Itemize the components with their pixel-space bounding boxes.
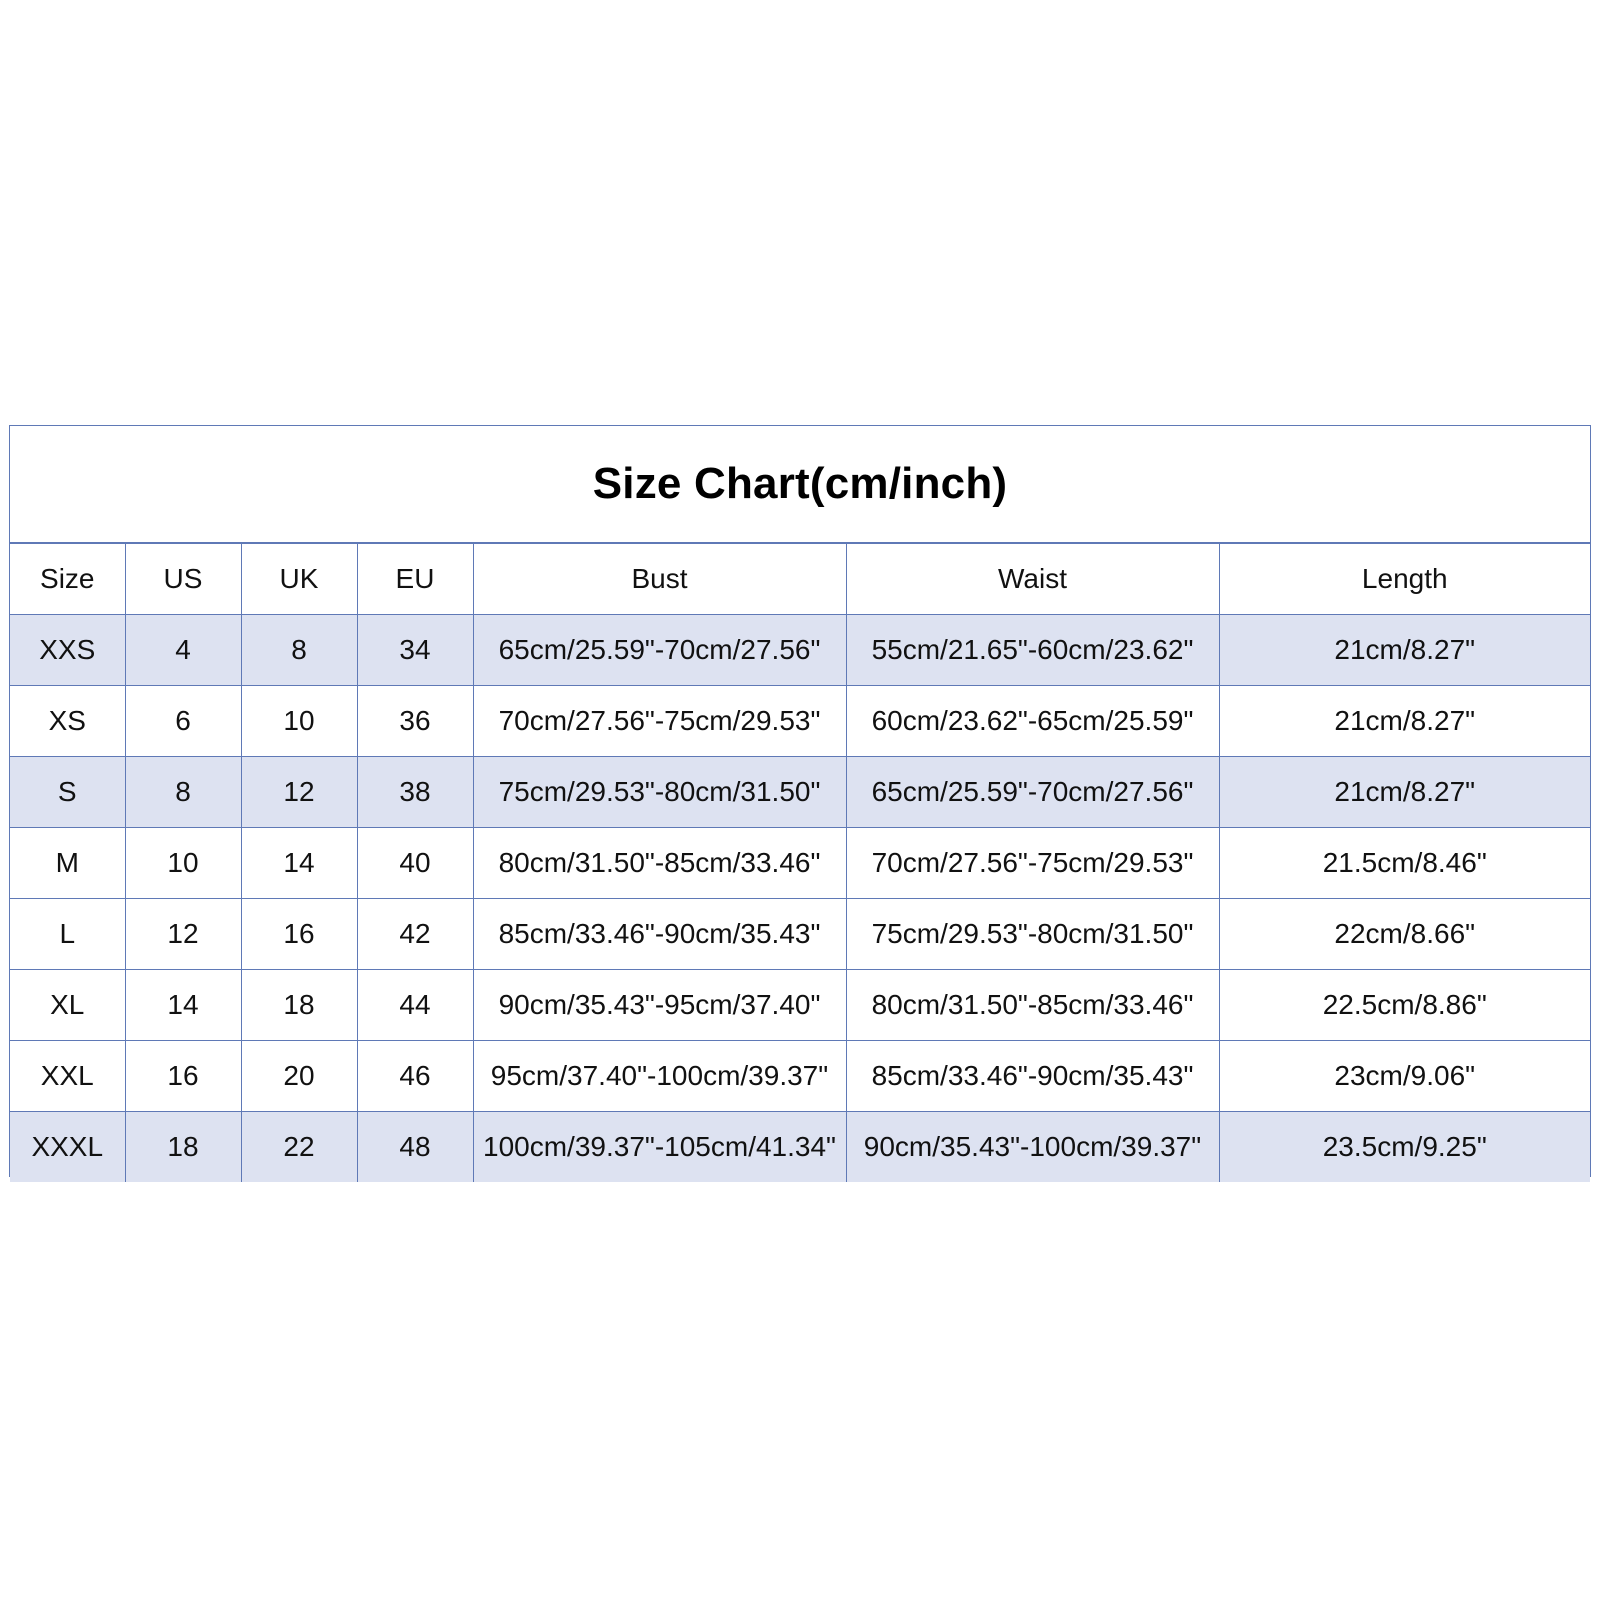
cell-waist: 85cm/33.46"-90cm/35.43" [846, 1041, 1219, 1112]
table-row [10, 899, 1590, 970]
cell-size: XXL [10, 1041, 125, 1112]
cell-size: M [10, 828, 125, 899]
cell-size: XXS [10, 615, 125, 686]
cell-bust: 80cm/31.50"-85cm/33.46" [473, 828, 846, 899]
cell-bust: 100cm/39.37"-105cm/41.34" [473, 1112, 846, 1183]
cell-eu: 42 [357, 899, 473, 970]
cell-eu: 48 [357, 1112, 473, 1183]
cell-size: S [10, 757, 125, 828]
cell-us: 12 [125, 899, 241, 970]
cell-length: 23.5cm/9.25" [1219, 1112, 1590, 1183]
header-length: Length [1219, 544, 1590, 615]
cell-eu: 34 [357, 615, 473, 686]
cell-eu: 38 [357, 757, 473, 828]
cell-uk: 12 [241, 757, 357, 828]
table-row [10, 757, 1590, 828]
cell-eu: 36 [357, 686, 473, 757]
cell-eu: 46 [357, 1041, 473, 1112]
header-us: US [125, 544, 241, 615]
header-waist: Waist [846, 544, 1219, 615]
chart-title: Size Chart(cm/inch) [10, 426, 1590, 544]
size-chart [9, 425, 1591, 1177]
cell-size: XL [10, 970, 125, 1041]
cell-waist: 65cm/25.59"-70cm/27.56" [846, 757, 1219, 828]
cell-waist: 75cm/29.53"-80cm/31.50" [846, 899, 1219, 970]
table-row [10, 828, 1590, 899]
cell-bust: 75cm/29.53"-80cm/31.50" [473, 757, 846, 828]
cell-uk: 18 [241, 970, 357, 1041]
cell-length: 21.5cm/8.46" [1219, 828, 1590, 899]
cell-size: XXXL [10, 1112, 125, 1183]
cell-uk: 22 [241, 1112, 357, 1183]
table-row [10, 1112, 1590, 1183]
cell-size: L [10, 899, 125, 970]
cell-length: 23cm/9.06" [1219, 1041, 1590, 1112]
cell-waist: 70cm/27.56"-75cm/29.53" [846, 828, 1219, 899]
cell-length: 21cm/8.27" [1219, 686, 1590, 757]
cell-bust: 70cm/27.56"-75cm/29.53" [473, 686, 846, 757]
size-table [10, 544, 1590, 1182]
header-uk: UK [241, 544, 357, 615]
cell-uk: 16 [241, 899, 357, 970]
cell-uk: 8 [241, 615, 357, 686]
cell-waist: 90cm/35.43"-100cm/39.37" [846, 1112, 1219, 1183]
table-row [10, 686, 1590, 757]
cell-uk: 10 [241, 686, 357, 757]
cell-length: 22cm/8.66" [1219, 899, 1590, 970]
table-row [10, 615, 1590, 686]
cell-eu: 40 [357, 828, 473, 899]
cell-us: 14 [125, 970, 241, 1041]
header-size: Size [10, 544, 125, 615]
cell-bust: 90cm/35.43"-95cm/37.40" [473, 970, 846, 1041]
cell-us: 8 [125, 757, 241, 828]
cell-uk: 14 [241, 828, 357, 899]
header-bust: Bust [473, 544, 846, 615]
cell-waist: 55cm/21.65"-60cm/23.62" [846, 615, 1219, 686]
header-eu: EU [357, 544, 473, 615]
table-row [10, 970, 1590, 1041]
cell-eu: 44 [357, 970, 473, 1041]
cell-length: 21cm/8.27" [1219, 757, 1590, 828]
header-row [10, 544, 1590, 615]
cell-length: 22.5cm/8.86" [1219, 970, 1590, 1041]
cell-us: 10 [125, 828, 241, 899]
cell-us: 4 [125, 615, 241, 686]
cell-us: 18 [125, 1112, 241, 1183]
cell-bust: 65cm/25.59"-70cm/27.56" [473, 615, 846, 686]
cell-waist: 80cm/31.50"-85cm/33.46" [846, 970, 1219, 1041]
table-row [10, 1041, 1590, 1112]
cell-bust: 95cm/37.40"-100cm/39.37" [473, 1041, 846, 1112]
cell-waist: 60cm/23.62"-65cm/25.59" [846, 686, 1219, 757]
cell-length: 21cm/8.27" [1219, 615, 1590, 686]
cell-us: 16 [125, 1041, 241, 1112]
cell-us: 6 [125, 686, 241, 757]
cell-bust: 85cm/33.46"-90cm/35.43" [473, 899, 846, 970]
cell-uk: 20 [241, 1041, 357, 1112]
cell-size: XS [10, 686, 125, 757]
